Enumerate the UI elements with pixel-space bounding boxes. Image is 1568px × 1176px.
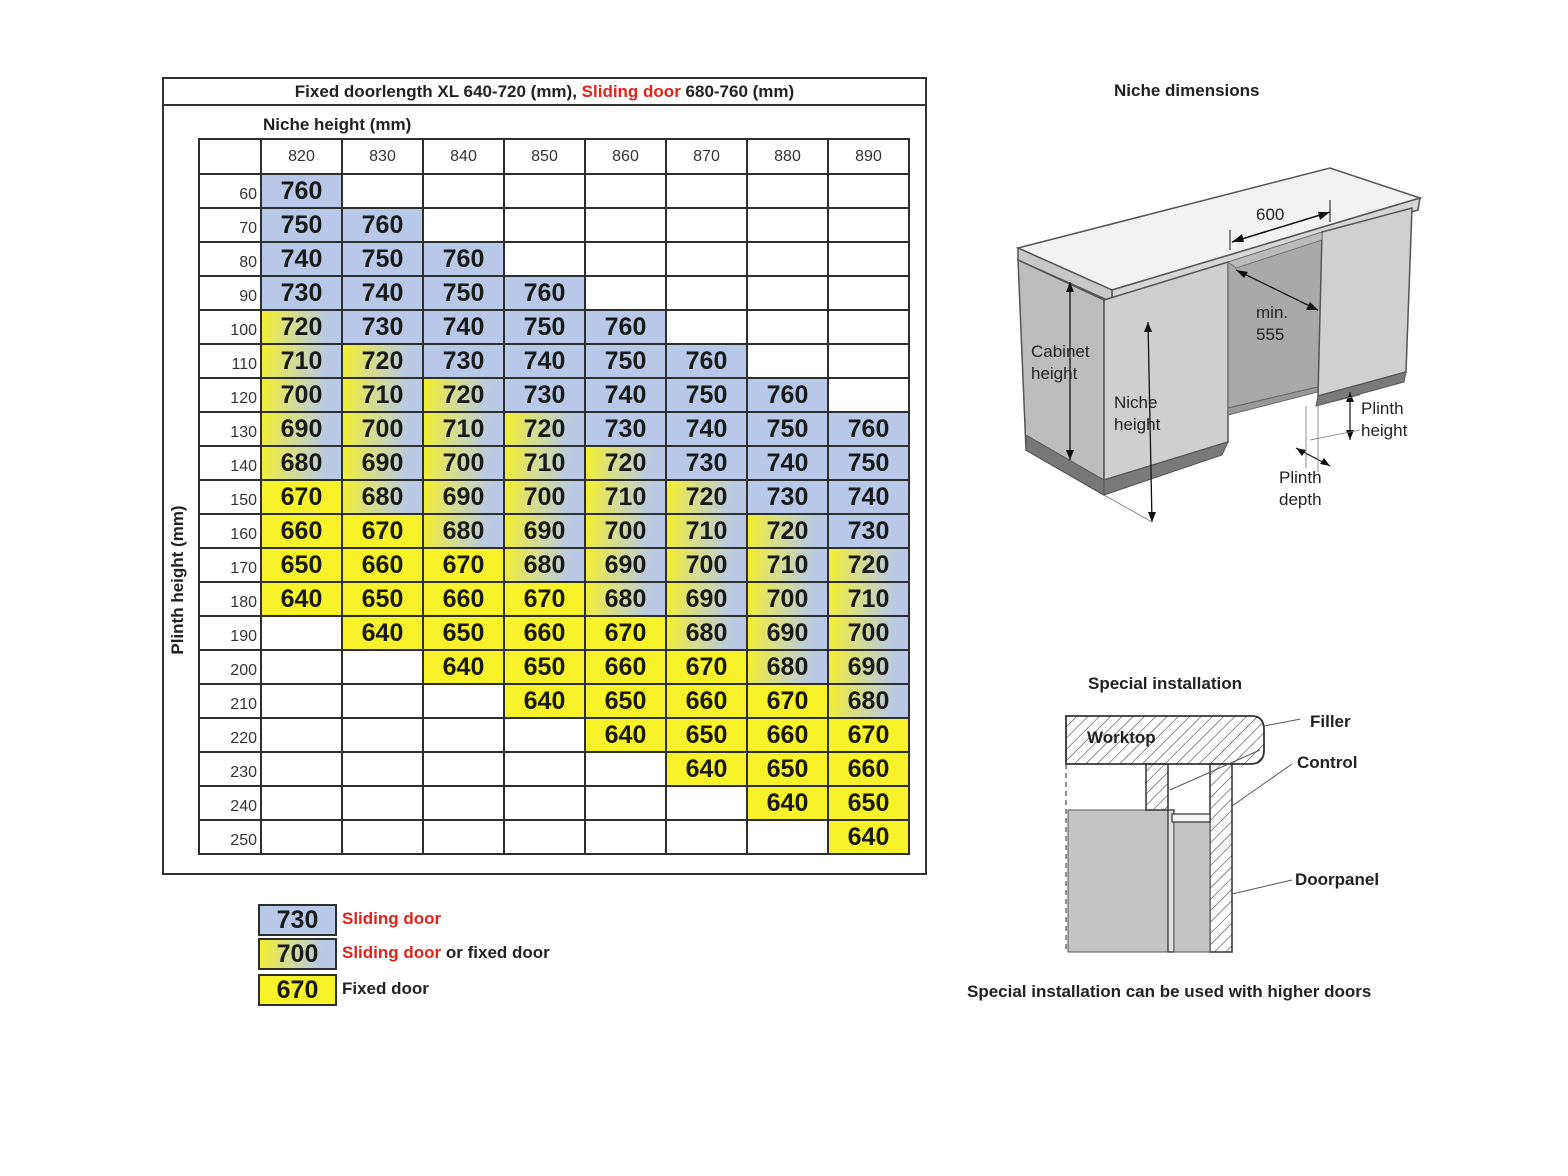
door-length-cell: 750 [261,208,342,242]
niche-height-column-header: 830 [342,139,423,174]
plinth-row [199,242,909,276]
door-length-cell [747,174,828,208]
door-length-cell [261,752,342,786]
plinth-height-row-header: 240 [199,786,261,820]
worktop-label: Worktop [1087,728,1156,747]
door-length-cell [585,752,666,786]
plinth-row [199,480,909,514]
door-length-cell: 670 [504,582,585,616]
legend-swatch-both: 700 [258,938,337,970]
door-length-cell: 680 [504,548,585,582]
plinth-row [199,344,909,378]
filler-label: Filler [1310,712,1351,731]
niche-height-label-line1: Niche [1114,393,1158,412]
door-length-cell: 670 [747,684,828,718]
plinth-height-label-line2: height [1361,421,1408,440]
door-length-cell: 700 [423,446,504,480]
door-length-cell: 730 [423,344,504,378]
door-length-cell: 650 [666,718,747,752]
door-length-cell: 740 [261,242,342,276]
door-length-cell [585,242,666,276]
plinth-height-row-header: 60 [199,174,261,208]
niche-height-column-header: 840 [423,139,504,174]
plinth-height-row-header: 110 [199,344,261,378]
door-length-cell: 660 [747,718,828,752]
door-length-cell: 670 [828,718,909,752]
door-length-cell [585,820,666,854]
door-length-cell: 690 [504,514,585,548]
grid-body [199,174,909,854]
door-length-cell: 710 [828,582,909,616]
plinth-height-row-header: 100 [199,310,261,344]
door-length-cell [261,786,342,820]
door-length-cell: 730 [828,514,909,548]
door-length-cell: 660 [666,684,747,718]
door-length-cell: 700 [342,412,423,446]
door-length-cell: 640 [342,616,423,650]
door-length-cell: 750 [423,276,504,310]
niche-height-column-header: 880 [747,139,828,174]
door-length-cell: 650 [261,548,342,582]
door-length-cell: 760 [504,276,585,310]
door-length-cell [747,242,828,276]
door-length-cell [261,684,342,718]
door-length-cell [666,310,747,344]
legend-both-red-label: Sliding door [342,943,442,962]
niche-height-column-header: 870 [666,139,747,174]
plinth-row [199,582,909,616]
door-length-cell: 650 [747,752,828,786]
plinth-height-row-header: 130 [199,412,261,446]
door-length-cell: 720 [504,412,585,446]
door-length-cell: 720 [423,378,504,412]
niche-height-column-header: 820 [261,139,342,174]
plinth-row [199,174,909,208]
plinth-height-row-header: 250 [199,820,261,854]
door-length-cell [261,616,342,650]
door-length-cell: 710 [666,514,747,548]
door-length-cell: 740 [342,276,423,310]
legend-both-rest-label: or fixed door [441,943,550,962]
door-length-cell [666,820,747,854]
door-length-cell: 760 [585,310,666,344]
plinth-height-row-header: 170 [199,548,261,582]
legend-text-fixed [342,979,429,999]
door-length-cell: 690 [585,548,666,582]
door-length-cell: 690 [666,582,747,616]
door-length-cell [342,174,423,208]
door-length-cell [342,650,423,684]
door-length-cell [747,820,828,854]
door-length-cell [504,174,585,208]
door-length-cell [423,174,504,208]
door-length-cell [342,786,423,820]
table-title-prefix: Fixed doorlength XL 640-720 (mm), [294,82,582,101]
plinth-height-row-header: 220 [199,718,261,752]
door-length-cell: 640 [261,582,342,616]
cabinet-height-label-line1: Cabinet [1031,342,1090,361]
door-length-cell: 670 [666,650,747,684]
door-length-cell [342,752,423,786]
door-length-cell: 660 [261,514,342,548]
plinth-row [199,548,909,582]
plinth-row [199,616,909,650]
door-length-cell: 760 [342,208,423,242]
plinth-row [199,752,909,786]
door-length-cell: 730 [666,446,747,480]
plinth-height-row-header: 160 [199,514,261,548]
door-length-cell: 680 [261,446,342,480]
door-length-cell: 690 [747,616,828,650]
door-length-cell [423,752,504,786]
door-length-cell: 750 [585,344,666,378]
door-length-cell [504,752,585,786]
width-dimension-label: 600 [1256,205,1285,224]
plinth-height-row-header: 230 [199,752,261,786]
door-length-cell [261,820,342,854]
door-length-cell: 700 [261,378,342,412]
door-length-cell [423,684,504,718]
door-length-cell: 640 [828,820,909,854]
door-length-cell: 730 [504,378,585,412]
niche-height-column-header: 850 [504,139,585,174]
door-length-cell [585,276,666,310]
plinth-row [199,412,909,446]
door-length-cell: 680 [342,480,423,514]
door-length-cell [585,786,666,820]
legend-text-sliding [342,909,441,929]
door-length-cell [261,650,342,684]
door-length-cell [666,242,747,276]
niche-dimensions-title: Niche dimensions [1114,81,1260,100]
plinth-depth-label-line2: depth [1279,490,1322,509]
door-length-cell: 650 [828,786,909,820]
door-length-cell: 720 [747,514,828,548]
door-length-cell [261,718,342,752]
door-length-cell: 700 [585,514,666,548]
table-title-sliding-door: Sliding door [581,82,681,101]
door-length-cell [828,208,909,242]
door-length-cell: 660 [828,752,909,786]
door-length-cell [747,208,828,242]
door-length-cell: 750 [666,378,747,412]
door-length-cell [504,208,585,242]
plinth-row [199,684,909,718]
door-length-cell: 670 [342,514,423,548]
door-length-cell: 640 [504,684,585,718]
door-length-cell: 660 [342,548,423,582]
door-length-cell [828,174,909,208]
door-length-cell: 740 [828,480,909,514]
door-length-cell: 740 [666,412,747,446]
door-length-cell: 680 [666,616,747,650]
door-length-cell: 680 [423,514,504,548]
door-length-grid [198,138,910,855]
door-length-cell: 740 [747,446,828,480]
door-length-cell [747,276,828,310]
door-length-cell: 740 [423,310,504,344]
legend-swatch-sliding: 730 [258,904,337,936]
plinth-row [199,378,909,412]
door-length-cell: 730 [342,310,423,344]
door-length-cell [666,276,747,310]
door-length-cell [666,174,747,208]
door-length-cell: 660 [585,650,666,684]
door-length-cell: 680 [585,582,666,616]
niche-height-header-row [199,139,909,174]
legend-swatch-fixed: 670 [258,974,337,1006]
door-length-cell: 750 [747,412,828,446]
niche-height-axis-label: Niche height (mm) [263,115,412,134]
plinth-row [199,310,909,344]
door-length-cell: 690 [423,480,504,514]
plinth-row [199,820,909,854]
door-length-cell: 730 [747,480,828,514]
door-length-cell: 760 [423,242,504,276]
plinth-row [199,208,909,242]
plinth-height-row-header: 80 [199,242,261,276]
niche-height-column-header: 860 [585,139,666,174]
door-length-cell [342,820,423,854]
door-length-cell: 640 [585,718,666,752]
door-length-cell: 740 [585,378,666,412]
door-length-cell: 760 [828,412,909,446]
door-length-cell: 680 [747,650,828,684]
door-length-cell: 650 [342,582,423,616]
door-length-cell: 710 [423,412,504,446]
door-length-cell: 660 [423,582,504,616]
door-length-cell [828,310,909,344]
door-length-cell: 760 [747,378,828,412]
doorpanel-label: Doorpanel [1295,870,1380,889]
door-length-cell: 720 [261,310,342,344]
door-length-cell [666,786,747,820]
plinth-row [199,786,909,820]
door-length-cell: 720 [342,344,423,378]
door-length-cell: 650 [585,684,666,718]
door-length-cell [666,208,747,242]
door-length-cell: 730 [261,276,342,310]
door-length-cell [504,786,585,820]
plinth-height-row-header: 180 [199,582,261,616]
door-length-cell: 670 [261,480,342,514]
door-length-cell: 710 [747,548,828,582]
plinth-height-row-header: 120 [199,378,261,412]
door-length-cell: 760 [261,174,342,208]
door-length-cell [423,208,504,242]
door-length-cell: 640 [423,650,504,684]
plinth-height-row-header: 70 [199,208,261,242]
door-length-cell: 700 [828,616,909,650]
door-length-cell: 720 [828,548,909,582]
plinth-height-row-header: 190 [199,616,261,650]
door-length-cell: 710 [504,446,585,480]
plinth-row [199,276,909,310]
plinth-row [199,718,909,752]
grid-corner-cell [199,139,261,174]
door-length-cell [423,718,504,752]
niche-height-column-header: 890 [828,139,909,174]
control-label: Control [1297,753,1358,772]
door-length-cell: 720 [666,480,747,514]
min-depth-label-line1: min. [1256,303,1289,322]
plinth-height-row-header: 210 [199,684,261,718]
legend-fixed-rest-label: Fixed door [342,979,429,998]
door-length-cell: 710 [585,480,666,514]
door-length-cell: 760 [666,344,747,378]
door-length-cell: 650 [504,650,585,684]
table-title-suffix: 680-760 (mm) [680,82,795,101]
legend-text-both [342,943,550,963]
door-length-cell [342,684,423,718]
door-length-cell [504,820,585,854]
door-length-cell [504,242,585,276]
plinth-height-row-header: 140 [199,446,261,480]
door-length-cell [828,242,909,276]
door-length-cell: 640 [666,752,747,786]
door-length-cell: 700 [666,548,747,582]
door-length-cell [747,344,828,378]
legend-sliding-red-label: Sliding door [342,909,442,928]
door-length-cell [504,718,585,752]
niche-height-label-line2: height [1114,415,1161,434]
plinth-depth-label-line1: Plinth [1279,468,1322,487]
door-length-cell: 670 [423,548,504,582]
door-length-cell: 640 [747,786,828,820]
door-length-cell: 720 [585,446,666,480]
plinth-height-row-header: 200 [199,650,261,684]
door-length-cell [828,344,909,378]
door-length-cell: 710 [261,344,342,378]
door-length-cell [585,208,666,242]
plinth-height-label-line1: Plinth [1361,399,1404,418]
door-length-cell: 690 [261,412,342,446]
table-title [164,79,925,106]
door-length-cell: 650 [423,616,504,650]
plinth-row [199,650,909,684]
door-length-cell: 740 [504,344,585,378]
door-length-cell: 690 [828,650,909,684]
door-length-cell [423,786,504,820]
plinth-row [199,446,909,480]
door-length-cell: 690 [342,446,423,480]
door-length-cell: 680 [828,684,909,718]
special-installation-title: Special installation [1088,674,1242,693]
plinth-height-row-header: 150 [199,480,261,514]
cabinet-height-label-line2: height [1031,364,1078,383]
door-length-cell [585,174,666,208]
door-length-cell [747,310,828,344]
min-depth-label-line2: 555 [1256,325,1285,344]
door-length-cell: 700 [747,582,828,616]
door-length-cell: 750 [828,446,909,480]
door-length-cell: 710 [342,378,423,412]
door-length-cell [342,718,423,752]
special-installation-caption: Special installation can be used with higher doors [967,982,1372,1001]
door-length-cell: 660 [504,616,585,650]
door-length-cell: 750 [342,242,423,276]
door-length-cell [828,276,909,310]
door-length-cell: 700 [504,480,585,514]
plinth-height-row-header: 90 [199,276,261,310]
door-length-cell: 750 [504,310,585,344]
plinth-height-axis-label: Plinth height (mm) [168,505,187,655]
door-length-cell [828,378,909,412]
door-length-cell: 730 [585,412,666,446]
door-length-cell: 670 [585,616,666,650]
plinth-row [199,514,909,548]
door-length-cell [423,820,504,854]
